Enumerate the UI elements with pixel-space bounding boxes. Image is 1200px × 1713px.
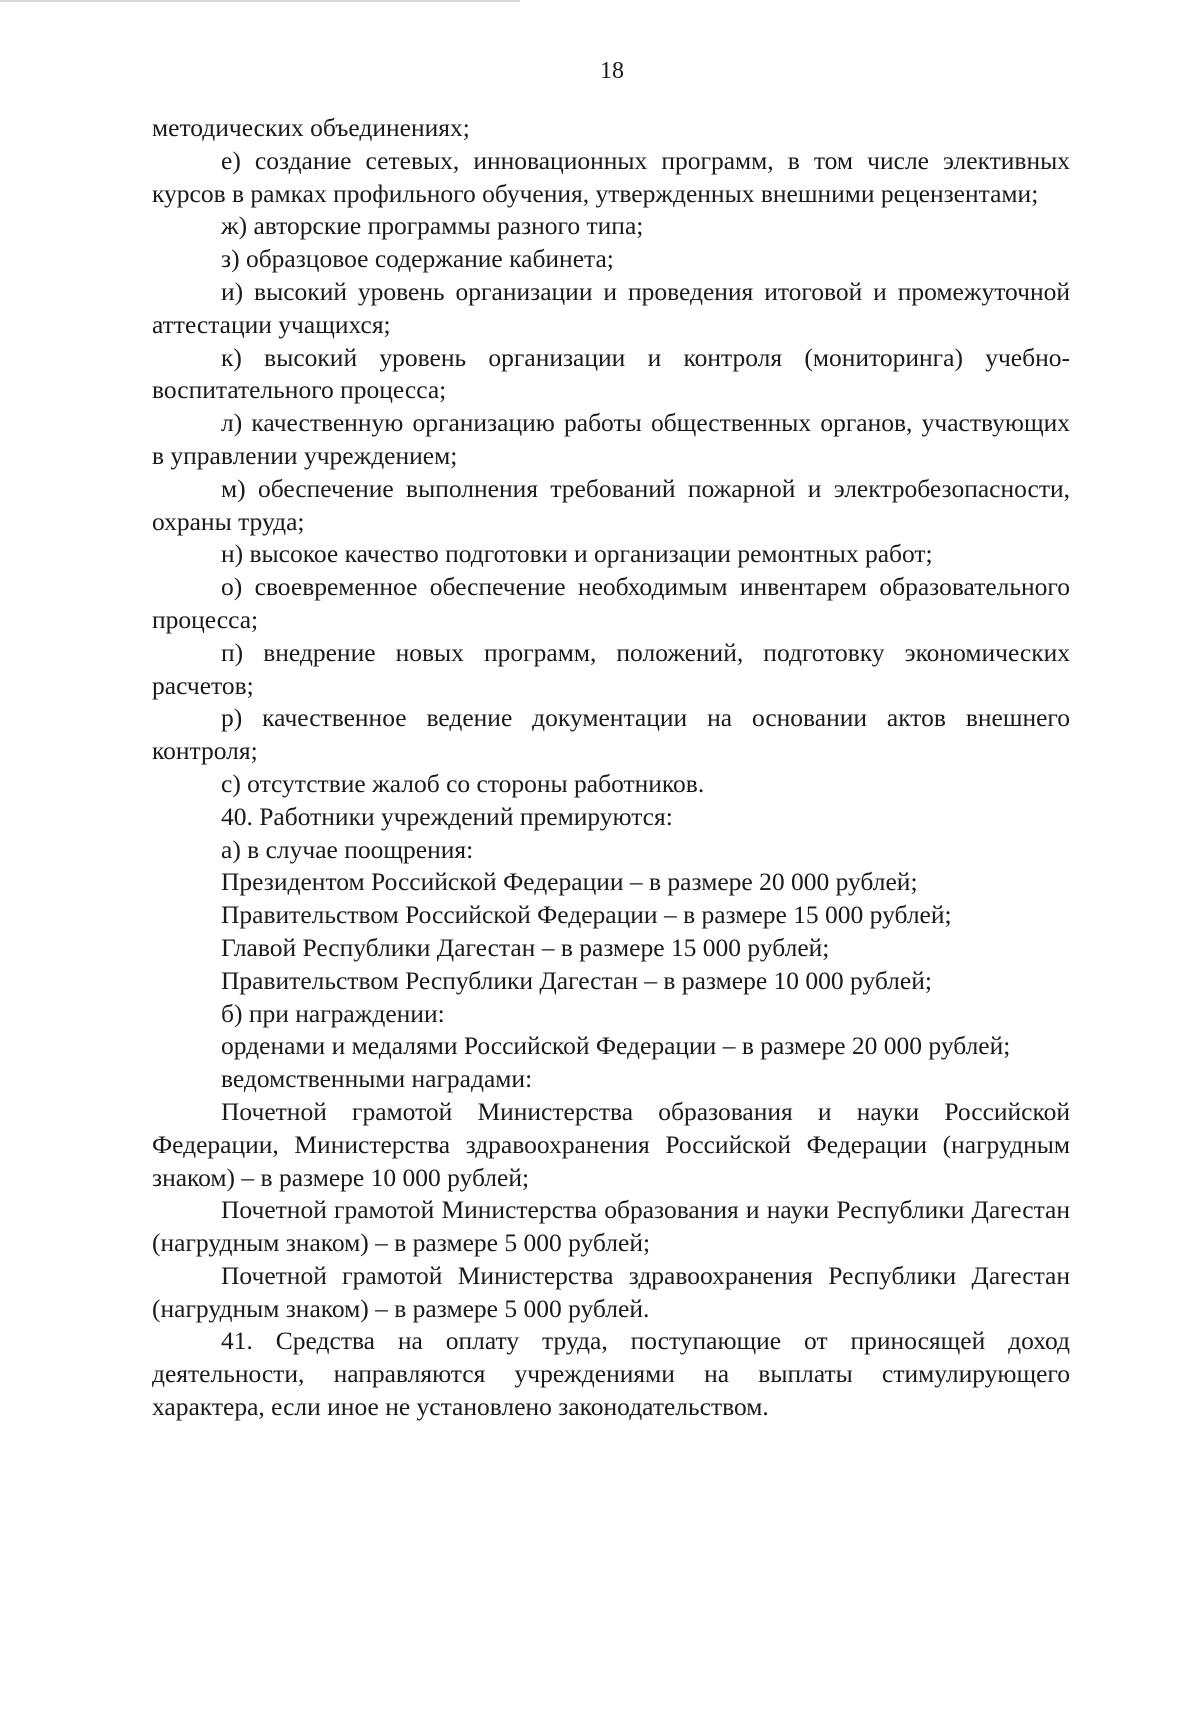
bonus-president: Президентом Российской Федерации – в размере 20 000 рублей; bbox=[221, 867, 918, 897]
scan-edge-line bbox=[0, 0, 520, 2]
bonus-government-rf: Правительством Российской Федерации – в размере 15 000 рублей; bbox=[221, 900, 952, 930]
bonus-ministry-health-rd: Почетной грамотой Министерства здравоохранения Республики Дагестан (нагрудным знаком) – в размере 5 000 рублей. bbox=[152, 1260, 1070, 1323]
bonus-head-rd: Главой Республики Дагестан – в размере 15 000 рублей; bbox=[221, 932, 830, 962]
list-item-m: м) обеспечение выполнения требований пожарной и электробезопасности, охраны труда; bbox=[152, 473, 1070, 536]
section-41: 41. Средства на оплату труда, поступающие от приносящей доход деятельности, направляются учреждениями на выплаты стимулирующего характера, если иное не установлено законодательством. bbox=[152, 1326, 1070, 1422]
page-number: 18 bbox=[600, 58, 624, 84]
list-item-i: и) высокий уровень организации и проведения итоговой и промежуточной аттестации учащихся; bbox=[152, 276, 1070, 339]
sub-item-b: б) при награждении: bbox=[221, 998, 445, 1028]
paragraph-continuation: методических объединениях; bbox=[152, 113, 470, 142]
bonus-ministry-education-rd: Почетной грамотой Министерства образования и науки Республики Дагестан (нагрудным знаком) – в размере 5 000 рублей; bbox=[152, 1195, 1070, 1258]
list-item-p: п) внедрение новых программ, положений, подготовку экономических расчетов; bbox=[152, 637, 1070, 700]
list-item-l: л) качественную организацию работы общественных органов, участвующих в управлении учреждением; bbox=[152, 408, 1070, 470]
list-item-r: р) качественное ведение документации на основании актов внешнего контроля; bbox=[152, 703, 1070, 766]
list-item-k: к) высокий уровень организации и контроля (мониторинга) учебно-воспитательного процесса; bbox=[152, 342, 1070, 405]
list-item-zh: ж) авторские программы разного типа; bbox=[221, 211, 644, 241]
bonus-ministry-rf: Почетной грамотой Министерства образования и науки Российской Федерации, Министерства здравоохранения Российской Федерации (нагрудным знаком) – в размере 10 000 рублей; bbox=[152, 1096, 1070, 1192]
section-40-heading: 40. Работники учреждений премируются: bbox=[221, 801, 673, 831]
list-item-s: с) отсутствие жалоб со стороны работников. bbox=[221, 768, 705, 798]
list-item-n: н) высокое качество подготовки и организации ремонтных работ; bbox=[221, 539, 933, 569]
list-item-o: о) своевременное обеспечение необходимым инвентарем образовательного процесса; bbox=[152, 572, 1070, 634]
document-body bbox=[152, 112, 1070, 1424]
list-item-z: з) образцовое содержание кабинета; bbox=[221, 244, 614, 274]
bonus-government-rd: Правительством Республики Дагестан – в размере 10 000 рублей; bbox=[221, 965, 932, 995]
sub-item-a: а) в случае поощрения: bbox=[221, 834, 474, 864]
departmental-awards-heading: ведомственными наградами: bbox=[221, 1064, 533, 1094]
bonus-orders-medals: орденами и медалями Российской Федерации – в размере 20 000 рублей; bbox=[221, 1031, 1011, 1061]
list-item-e: е) создание сетевых, инновационных программ, в том числе элективных курсов в рамках профильного обучения, утвержденных внешними рецензентами; bbox=[152, 145, 1070, 208]
